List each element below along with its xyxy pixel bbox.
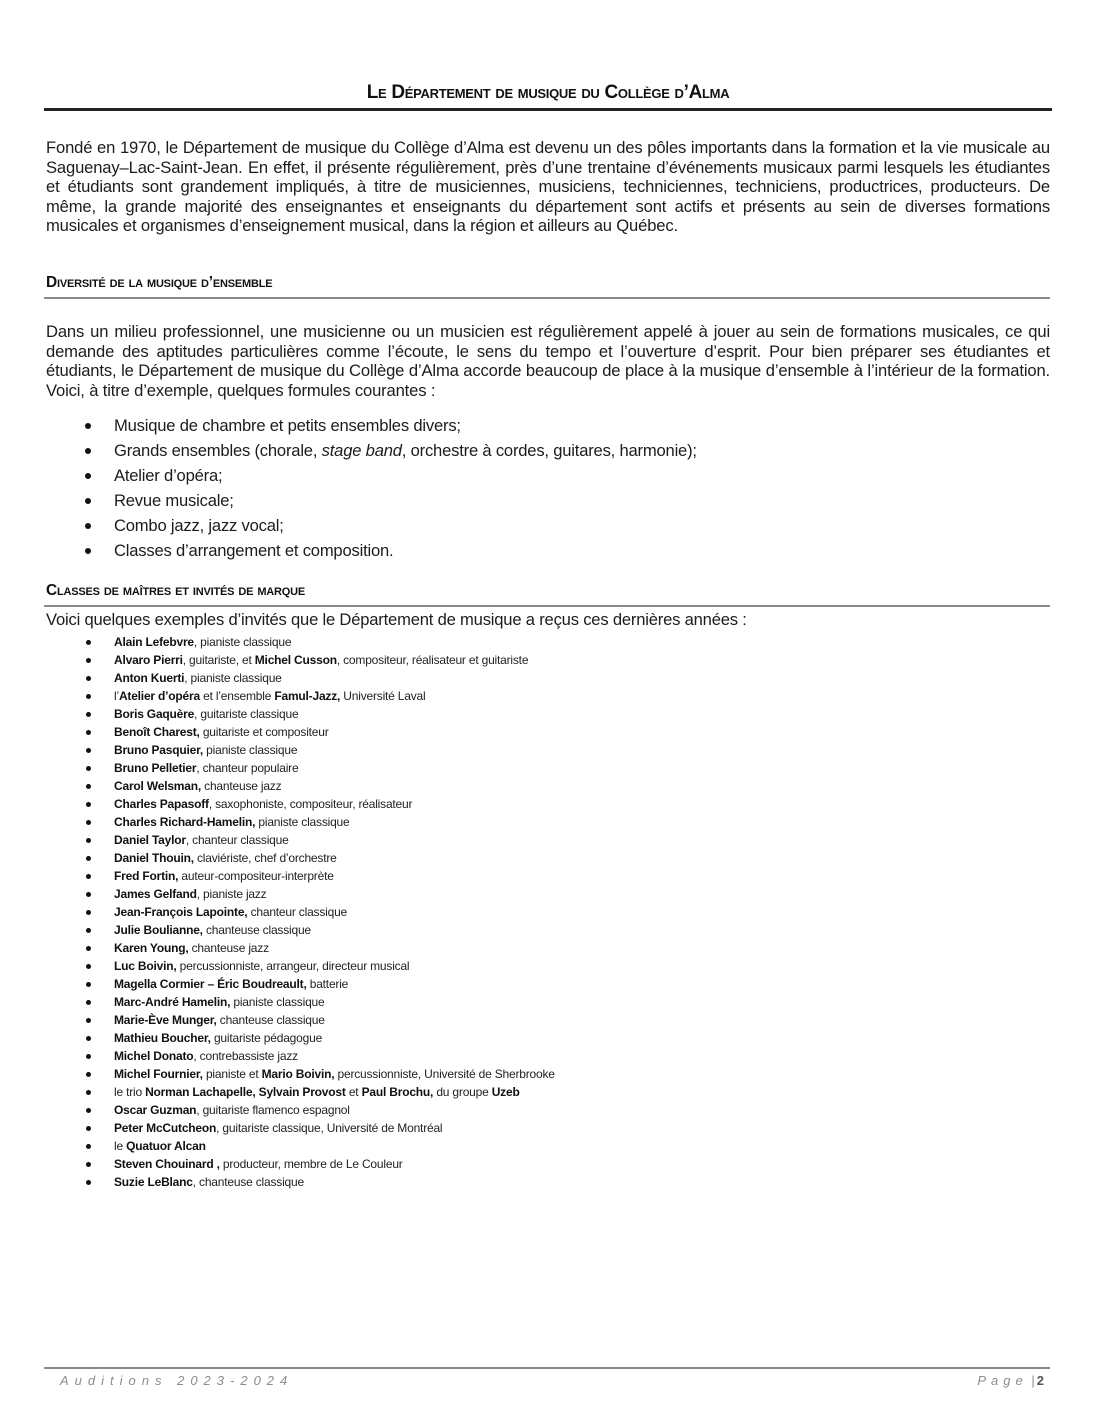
guest-name: Atelier d’opéra (118, 689, 200, 703)
guest-name: Marc-André Hamelin, (114, 995, 231, 1009)
guest-list-item (46, 993, 555, 1011)
ensemble-formula-list (46, 413, 697, 563)
guest-list-item (46, 831, 555, 849)
guest-list-item (46, 1101, 555, 1119)
bullet-icon (86, 640, 91, 645)
bullet-icon (86, 1000, 91, 1005)
bullet-icon (86, 1126, 91, 1131)
bullet-icon (86, 982, 91, 987)
guest-list-item (46, 741, 555, 759)
bullet-icon (86, 892, 91, 897)
page-number: 2 (1036, 1373, 1044, 1388)
guest-list-item (46, 921, 555, 939)
section-heading-guests: Classes de maîtres et invités de marque (46, 582, 306, 599)
bullet-icon (86, 784, 91, 789)
guest-name: Julie Boulianne, (114, 923, 203, 937)
bullet-icon (86, 766, 91, 771)
guest-description: , chanteuse classique (192, 1175, 304, 1189)
bullet-icon (86, 1144, 91, 1149)
guest-description: , pianiste jazz (196, 887, 267, 901)
bullet-icon (86, 1072, 91, 1077)
bullet-icon (86, 1180, 91, 1185)
guest-name: Paul Brochu, (361, 1085, 434, 1099)
bullet-icon (85, 473, 91, 479)
guest-list-item (46, 759, 555, 777)
footer-label: Auditions 2023-2024 (60, 1373, 294, 1388)
guest-name: Peter McCutcheon (114, 1121, 217, 1135)
section-divider (44, 605, 1050, 607)
bullet-icon (85, 448, 91, 454)
guest-name: Quatuor Alcan (126, 1139, 206, 1153)
list-item: Atelier d’opéra; (46, 463, 697, 488)
guest-name: Daniel Thouin, (114, 851, 194, 865)
guest-description: , pianiste classique (184, 671, 282, 685)
page-separator: | (1031, 1373, 1035, 1388)
bullet-icon (86, 1162, 91, 1167)
guest-description: chanteuse classique (216, 1013, 325, 1027)
guest-description: le trio (114, 1085, 146, 1099)
guest-name: Anton Kuerti (114, 671, 185, 685)
guest-list-item (46, 1029, 555, 1047)
page-label: Page (977, 1373, 1028, 1388)
page-title: Le Département de musique du Collège d’Alma (366, 82, 730, 103)
guest-name: Bruno Pelletier (114, 761, 197, 775)
bullet-icon (85, 498, 91, 504)
guest-description: , chanteur populaire (196, 761, 299, 775)
list-item: Combo jazz, jazz vocal; (46, 513, 697, 538)
guest-name: Marie-Ève Munger, (114, 1013, 217, 1027)
bullet-icon (86, 910, 91, 915)
guest-description: , guitariste classique, Université de Montréal (216, 1121, 443, 1135)
guest-name: Michel Donato (114, 1049, 194, 1063)
guest-description: guitariste pédagogue (210, 1031, 323, 1045)
guest-name: Carol Welsman, (114, 779, 202, 793)
guest-list-item (46, 885, 555, 903)
guest-name: Suzie LeBlanc (114, 1175, 193, 1189)
guest-name: James Gelfand (114, 887, 197, 901)
guest-list-item (46, 849, 555, 867)
guest-name: Michel Cusson (254, 653, 337, 667)
guest-name: Steven Chouinard , (114, 1157, 220, 1171)
guest-name: Norman Lachapelle, Sylvain Provost (145, 1085, 346, 1099)
intro-paragraph: Fondé en 1970, le Département de musique du Collège d’Alma est devenu un des pôles importants dans la formation et la vie musicale au Saguenay–Lac-Saint-Jean. En effet, il présente régulièrement, près d’une trentaine d’événements musicaux parmi lesquels les étudiantes et étudiants sont grandement impliqués, à titre de musiciennes, musiciens, techniciennes, techniciens, productrices, producteurs. De même, la grande majorité des enseignantes et enseignants du département sont actifs et présents au sein de diverses formations musicales et organismes d’enseignement musical, dans la région et ailleurs au Québec. (46, 138, 1050, 235)
guest-description: , compositeur, réalisateur et guitariste (336, 653, 529, 667)
bullet-icon (86, 748, 91, 753)
guest-name: Uzeb (491, 1085, 520, 1099)
guest-name: Boris Gaquère (114, 707, 195, 721)
guest-list-item (46, 1065, 555, 1083)
guest-description: , guitariste classique (194, 707, 299, 721)
guest-list-item (46, 1083, 555, 1101)
bullet-icon (86, 874, 91, 879)
footer-divider (44, 1367, 1050, 1369)
guest-name: Michel Fournier, (114, 1067, 203, 1081)
bullet-icon (86, 1108, 91, 1113)
bullet-icon (86, 1054, 91, 1059)
bullet-icon (86, 856, 91, 861)
list-item: Classes d’arrangement et composition. (46, 538, 697, 563)
guest-description: chanteuse jazz (201, 779, 282, 793)
guest-list-item (46, 939, 555, 957)
section-heading-ensemble: Diversité de la musique d’ensemble (46, 274, 273, 291)
guest-name: Alain Lefebvre (114, 635, 194, 649)
guest-list-item (46, 723, 555, 741)
guest-description: , contrebassiste jazz (193, 1049, 298, 1063)
guest-list-item (46, 687, 555, 705)
guest-description: auteur-compositeur-interprète (178, 869, 334, 883)
guest-name: Charles Papasoff (114, 797, 209, 811)
bullet-icon (86, 928, 91, 933)
guest-name: Charles Richard-Hamelin, (114, 815, 256, 829)
guest-name: Magella Cormier – Éric Boudreault, (114, 977, 307, 991)
guest-name: Fred Fortin, (114, 869, 179, 883)
guest-description: pianiste classique (230, 995, 325, 1009)
guest-list-item (46, 669, 555, 687)
guest-description: percussionniste, Université de Sherbrooke (334, 1067, 555, 1081)
guest-description: du groupe (433, 1085, 492, 1099)
guests-intro: Voici quelques exemples d’invités que le Département de musique a reçus ces dernières années : (46, 610, 747, 629)
guest-description: Université Laval (340, 689, 426, 703)
guest-description: pianiste et (202, 1067, 262, 1081)
guest-description: et l’ensemble (199, 689, 275, 703)
section-divider (44, 297, 1050, 299)
guest-name: Luc Boivin, (114, 959, 177, 973)
list-item: Revue musicale; (46, 488, 697, 513)
guest-name: Alvaro Pierri (114, 653, 183, 667)
guest-list-item (46, 975, 555, 993)
guest-description: claviériste, chef d’orchestre (193, 851, 337, 865)
guest-description: , saxophoniste, compositeur, réalisateur (208, 797, 413, 811)
guest-list-item (46, 957, 555, 975)
guest-list-item (46, 1011, 555, 1029)
ensemble-paragraph: Dans un milieu professionnel, une musicienne ou un musicien est régulièrement appelé à jouer au sein de formations musicales, ce qui demande des aptitudes particulières comme l’écoute, le sens du tempo et l’ouverture d’esprit. Pour bien préparer ses étudiantes et étudiants, le Département de musique du Collège d’Alma accorde beaucoup de place à la musique d’ensemble à l’intérieur de la formation. Voici, à titre d’exemple, quelques formules courantes : (46, 322, 1050, 400)
guest-description: guitariste et compositeur (199, 725, 329, 739)
bullet-icon (85, 548, 91, 554)
bullet-icon (86, 712, 91, 717)
guest-name: Famul-Jazz, (274, 689, 341, 703)
bullet-icon (86, 820, 91, 825)
guest-name: Mario Boivin, (261, 1067, 335, 1081)
guest-description: producteur, membre de Le Couleur (219, 1157, 403, 1171)
bullet-icon (86, 676, 91, 681)
guest-name: Daniel Taylor (114, 833, 186, 847)
guest-list-item (46, 795, 555, 813)
page-number-footer (977, 1373, 1044, 1388)
guest-description: chanteuse classique (202, 923, 311, 937)
bullet-icon (86, 802, 91, 807)
guest-list-item (46, 633, 555, 651)
guest-list-item (46, 1173, 555, 1191)
bullet-icon (86, 1018, 91, 1023)
bullet-icon (86, 658, 91, 663)
bullet-icon (86, 964, 91, 969)
guest-description: , guitariste, et (182, 653, 255, 667)
guest-list-item (46, 1137, 555, 1155)
bullet-icon (86, 730, 91, 735)
list-item: Musique de chambre et petits ensembles divers; (46, 413, 697, 438)
guest-name: Bruno Pasquier, (114, 743, 204, 757)
guest-description: pianiste classique (255, 815, 350, 829)
guest-name: Mathieu Boucher, (114, 1031, 211, 1045)
title-divider (44, 108, 1052, 111)
bullet-icon (86, 946, 91, 951)
list-item: Grands ensembles (chorale, stage band, orchestre à cordes, guitares, harmonie); (46, 438, 697, 463)
bullet-icon (86, 1090, 91, 1095)
guest-list-item (46, 903, 555, 921)
guest-name: Jean-François Lapointe, (114, 905, 248, 919)
bullet-icon (86, 838, 91, 843)
bullet-icon (85, 523, 91, 529)
guest-list-item (46, 867, 555, 885)
guest-description: chanteur classique (247, 905, 348, 919)
guest-list (46, 633, 555, 1191)
guest-description: le (114, 1139, 127, 1153)
guest-name: Oscar Guzman (114, 1103, 197, 1117)
guest-description: l’ (114, 689, 119, 703)
guest-description: batterie (306, 977, 349, 991)
guest-description: , chanteur classique (185, 833, 289, 847)
guest-description: , guitariste flamenco espagnol (196, 1103, 350, 1117)
guest-description: , pianiste classique (193, 635, 292, 649)
guest-list-item (46, 651, 555, 669)
bullet-icon (86, 694, 91, 699)
guest-list-item (46, 777, 555, 795)
guest-name: Benoît Charest, (114, 725, 200, 739)
guest-list-item (46, 1155, 555, 1173)
guest-description: et (345, 1085, 362, 1099)
guest-list-item (46, 1119, 555, 1137)
guest-list-item (46, 1047, 555, 1065)
guest-list-item (46, 813, 555, 831)
guest-name: Karen Young, (114, 941, 189, 955)
guest-description: chanteuse jazz (188, 941, 269, 955)
guest-description: percussionniste, arrangeur, directeur musical (176, 959, 410, 973)
bullet-icon (85, 423, 91, 429)
bullet-icon (86, 1036, 91, 1041)
guest-description: pianiste classique (203, 743, 298, 757)
guest-list-item (46, 705, 555, 723)
